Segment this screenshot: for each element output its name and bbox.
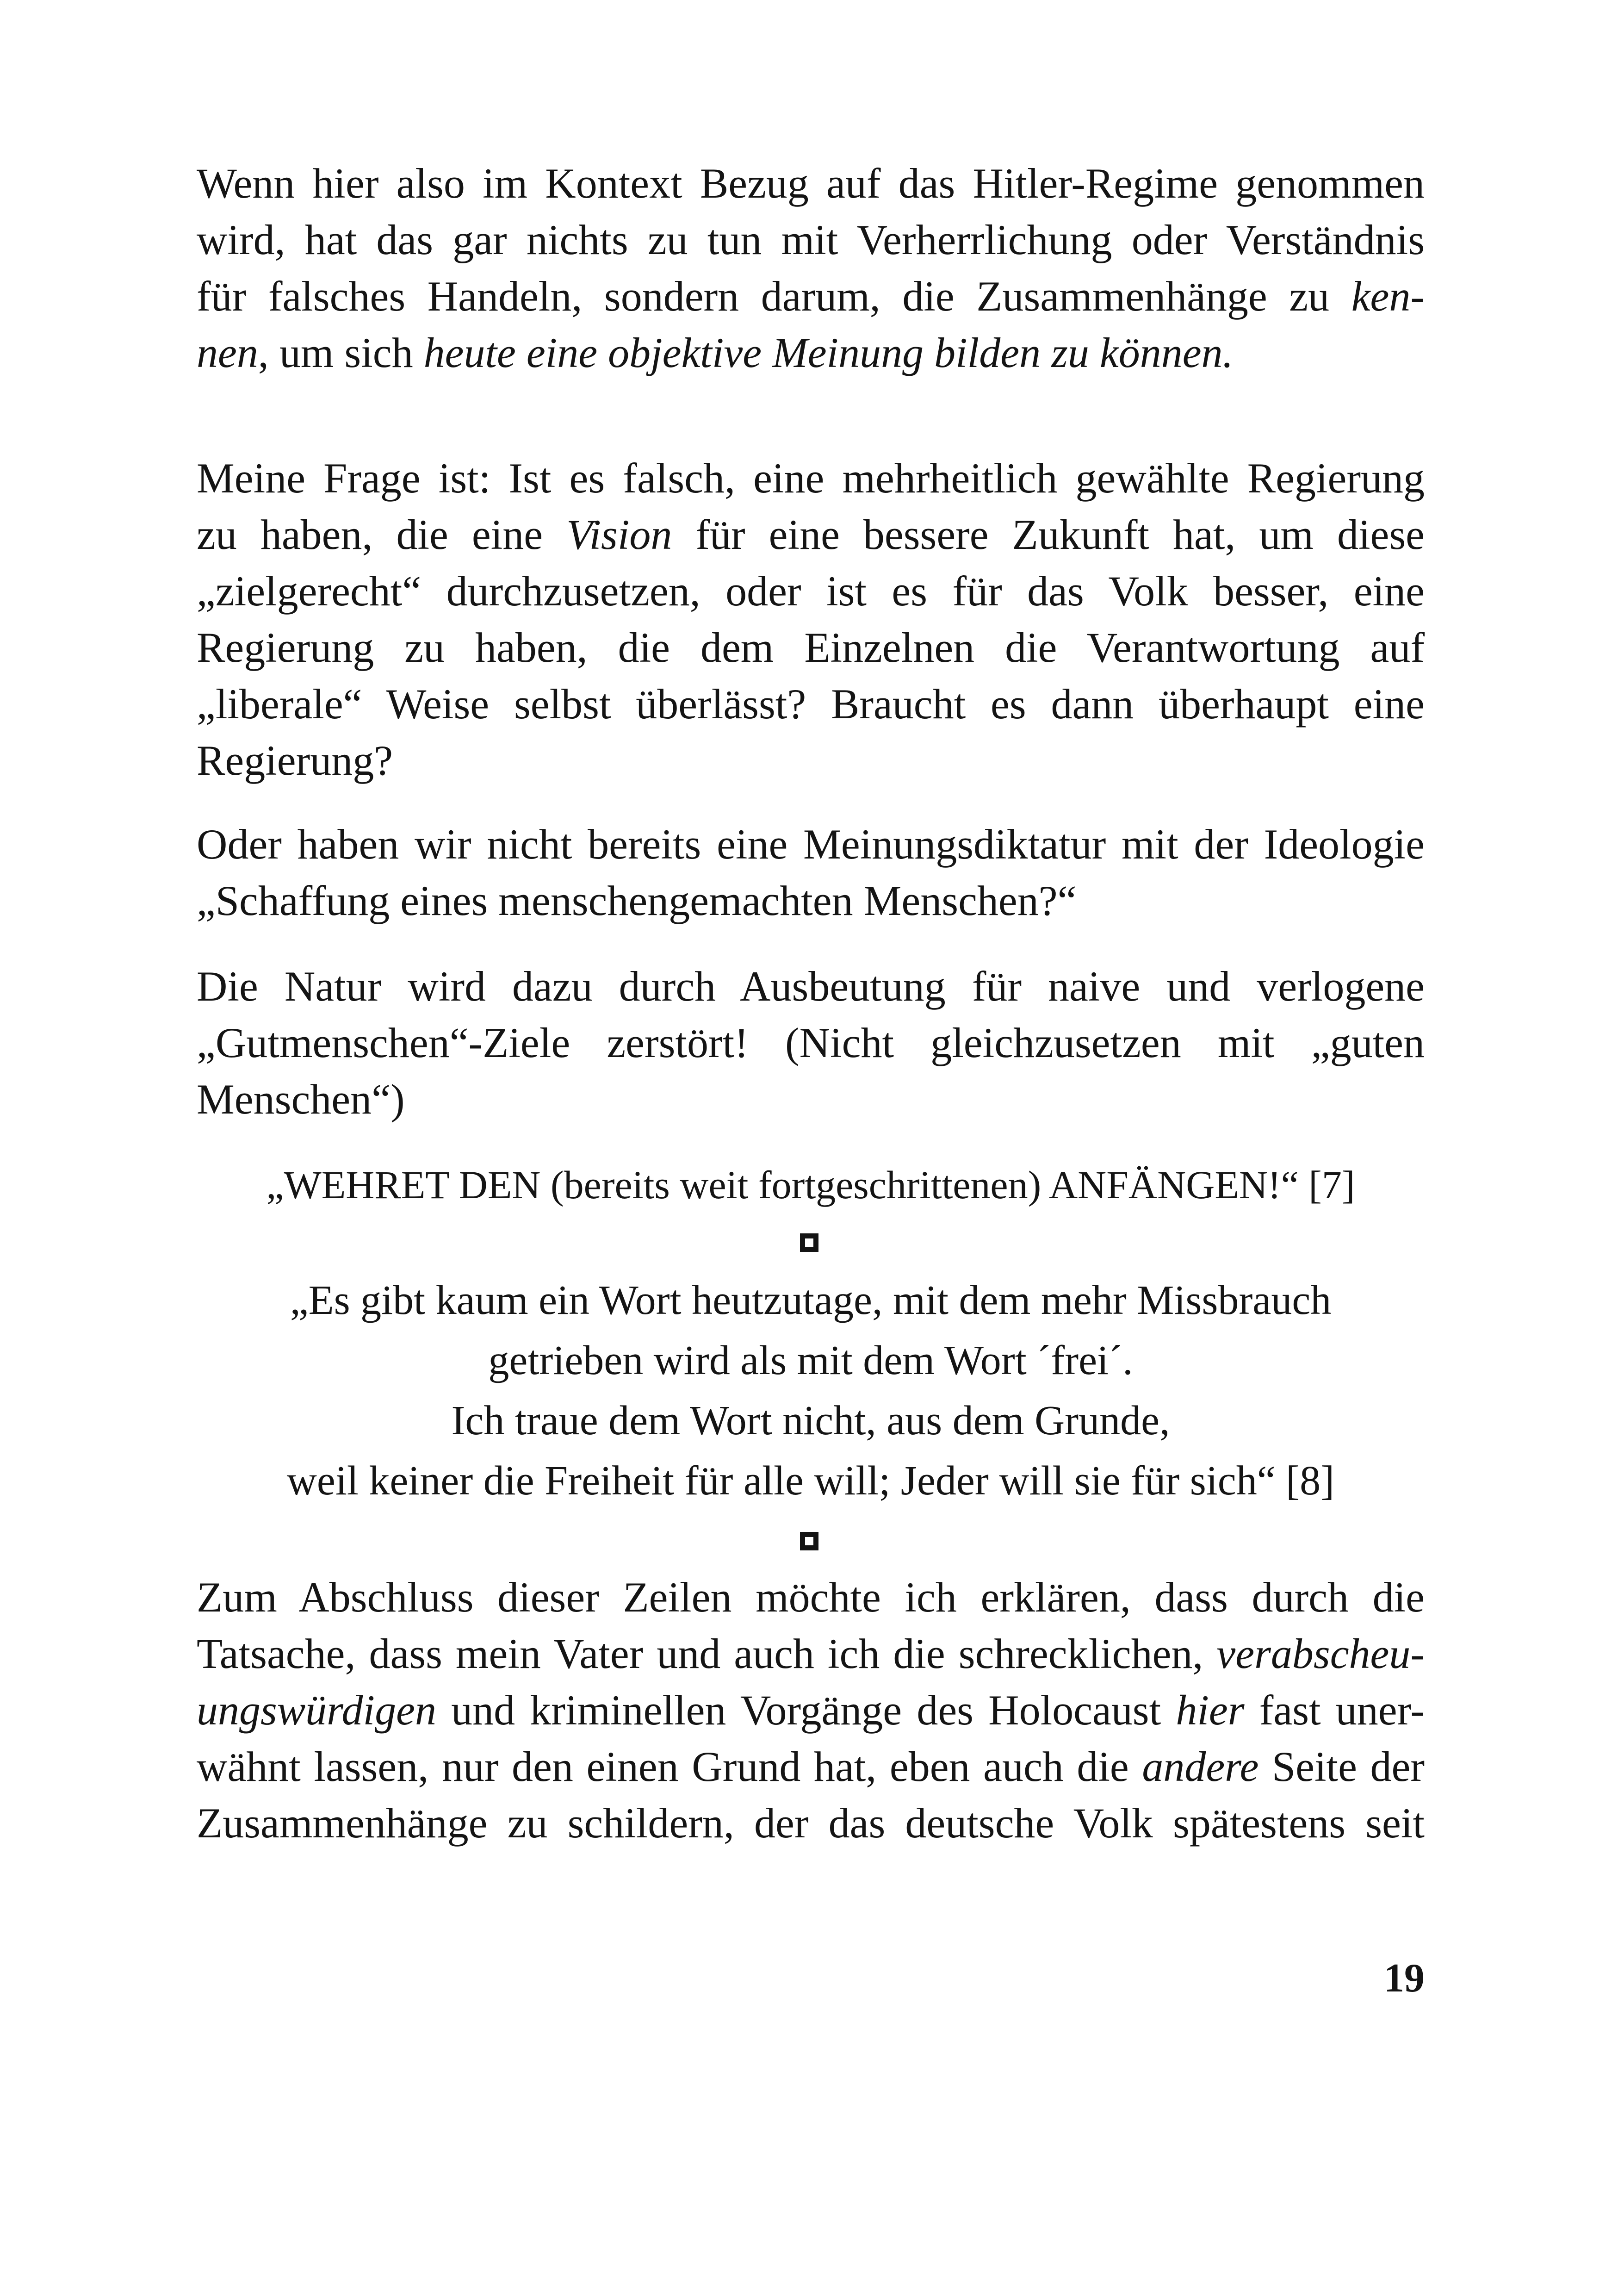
paragraph-3-line-2: „Schaffung eines menschengemachten Menschen?“ (197, 877, 1077, 924)
italic-run: andere (1142, 1743, 1259, 1790)
paragraph-5-line-4 (197, 1738, 1425, 1795)
italic-run: Vision (566, 511, 672, 558)
paragraph-5 (197, 1569, 1425, 1851)
italic-run: ken- (1351, 273, 1425, 320)
text-run: und kriminellen Vorgänge des Holocaust (436, 1686, 1176, 1734)
text-run: zu haben, die eine (197, 511, 567, 558)
paragraph-1-line-1: Wenn hier also im Kontext Bezug auf das Hitler-Regime genommen (197, 160, 1425, 207)
paragraph-2-line-4: Regierung zu haben, die dem Einzelnen die Verantwortung auf (197, 624, 1425, 671)
text-run: , um sich (258, 329, 424, 376)
paragraph-2 (197, 450, 1425, 789)
text-run: Tatsache, dass mein Vater und auch ich die schrecklichen, (197, 1630, 1217, 1677)
text-run: für falsches Handeln, sondern darum, die Zusammenhänge zu (197, 273, 1351, 320)
paragraph-3-line-1: Oder haben wir nicht bereits eine Meinungsdiktatur mit der Ideologie (197, 821, 1425, 868)
paragraph-1-line-4 (197, 324, 1425, 381)
text-run: fast uner- (1244, 1686, 1425, 1734)
paragraph-2-line-5: „liberale“ Weise selbst überlässt? Braucht es dann überhaupt eine (197, 680, 1425, 728)
paragraph-2-line-2 (197, 506, 1425, 563)
paragraph-5-line-3 (197, 1682, 1425, 1738)
paragraph-2-line-3: „zielgerecht“ durchzusetzen, oder ist es für das Volk besser, eine (197, 567, 1425, 615)
text-run: für eine bessere Zukunft hat, um diese (672, 511, 1425, 558)
italic-run: verabscheu- (1216, 1630, 1425, 1677)
paragraph-4-line-3: Menschen“) (197, 1076, 405, 1123)
page-number: 19 (1384, 1956, 1425, 2001)
paragraph-4-line-2: „Gutmenschen“-Ziele zerstört! (Nicht gleichzusetzen mit „guten (197, 1019, 1425, 1066)
paragraph-4-line-1: Die Natur wird dazu durch Ausbeutung für naive und verlogene (197, 963, 1425, 1010)
paragraph-1-line-3 (197, 268, 1425, 324)
paragraph-5-line-1: Zum Abschluss dieser Zeilen möchte ich erklären, dass durch die (197, 1574, 1425, 1621)
paragraph-2-line-1: Meine Frage ist: Ist es falsch, eine mehrheitlich gewählte Regierung (197, 454, 1425, 502)
paragraph-5-line-5: Zusammenhänge zu schildern, der das deutsche Volk spätestens seit (197, 1799, 1425, 1847)
text-run: wähnt lassen, nur den einen Grund hat, eben auch die (197, 1743, 1142, 1790)
paragraph-2-line-6: Regierung? (197, 737, 393, 784)
square-bullet-icon (800, 1233, 818, 1252)
text-run: Seite der (1258, 1743, 1425, 1790)
paragraph-5-line-2 (197, 1625, 1425, 1682)
paragraph-1 (197, 155, 1425, 381)
quote-line-1: „Es gibt kaum ein Wort heutzutage, mit dem mehr Missbrauch (290, 1277, 1332, 1323)
italic-run: nen (197, 329, 258, 376)
paragraph-3 (197, 816, 1425, 929)
italic-run: heute eine objektive Meinung bilden zu können. (423, 329, 1234, 376)
quote-line-2: getrieben wird als mit dem Wort ´frei´. (488, 1338, 1133, 1383)
paragraph-1-line-2: wird, hat das gar nichts zu tun mit Verherrlichung oder Verständnis (197, 216, 1425, 263)
italic-run: hier (1176, 1686, 1245, 1734)
slogan (197, 1155, 1425, 1215)
quote-line-3: Ich traue dem Wort nicht, aus dem Grunde, (451, 1398, 1170, 1444)
paragraph-4 (197, 958, 1425, 1127)
quote (197, 1270, 1425, 1511)
slogan-text: „WEHRET DEN (bereits weit fortgeschrittenen) ANFÄNGEN!“ [7] (266, 1163, 1355, 1207)
square-bullet-icon (800, 1532, 818, 1550)
italic-run: ungswürdigen (197, 1686, 436, 1734)
quote-line-4: weil keiner die Freiheit für alle will; Jeder will sie für sich“ [8] (286, 1458, 1335, 1504)
